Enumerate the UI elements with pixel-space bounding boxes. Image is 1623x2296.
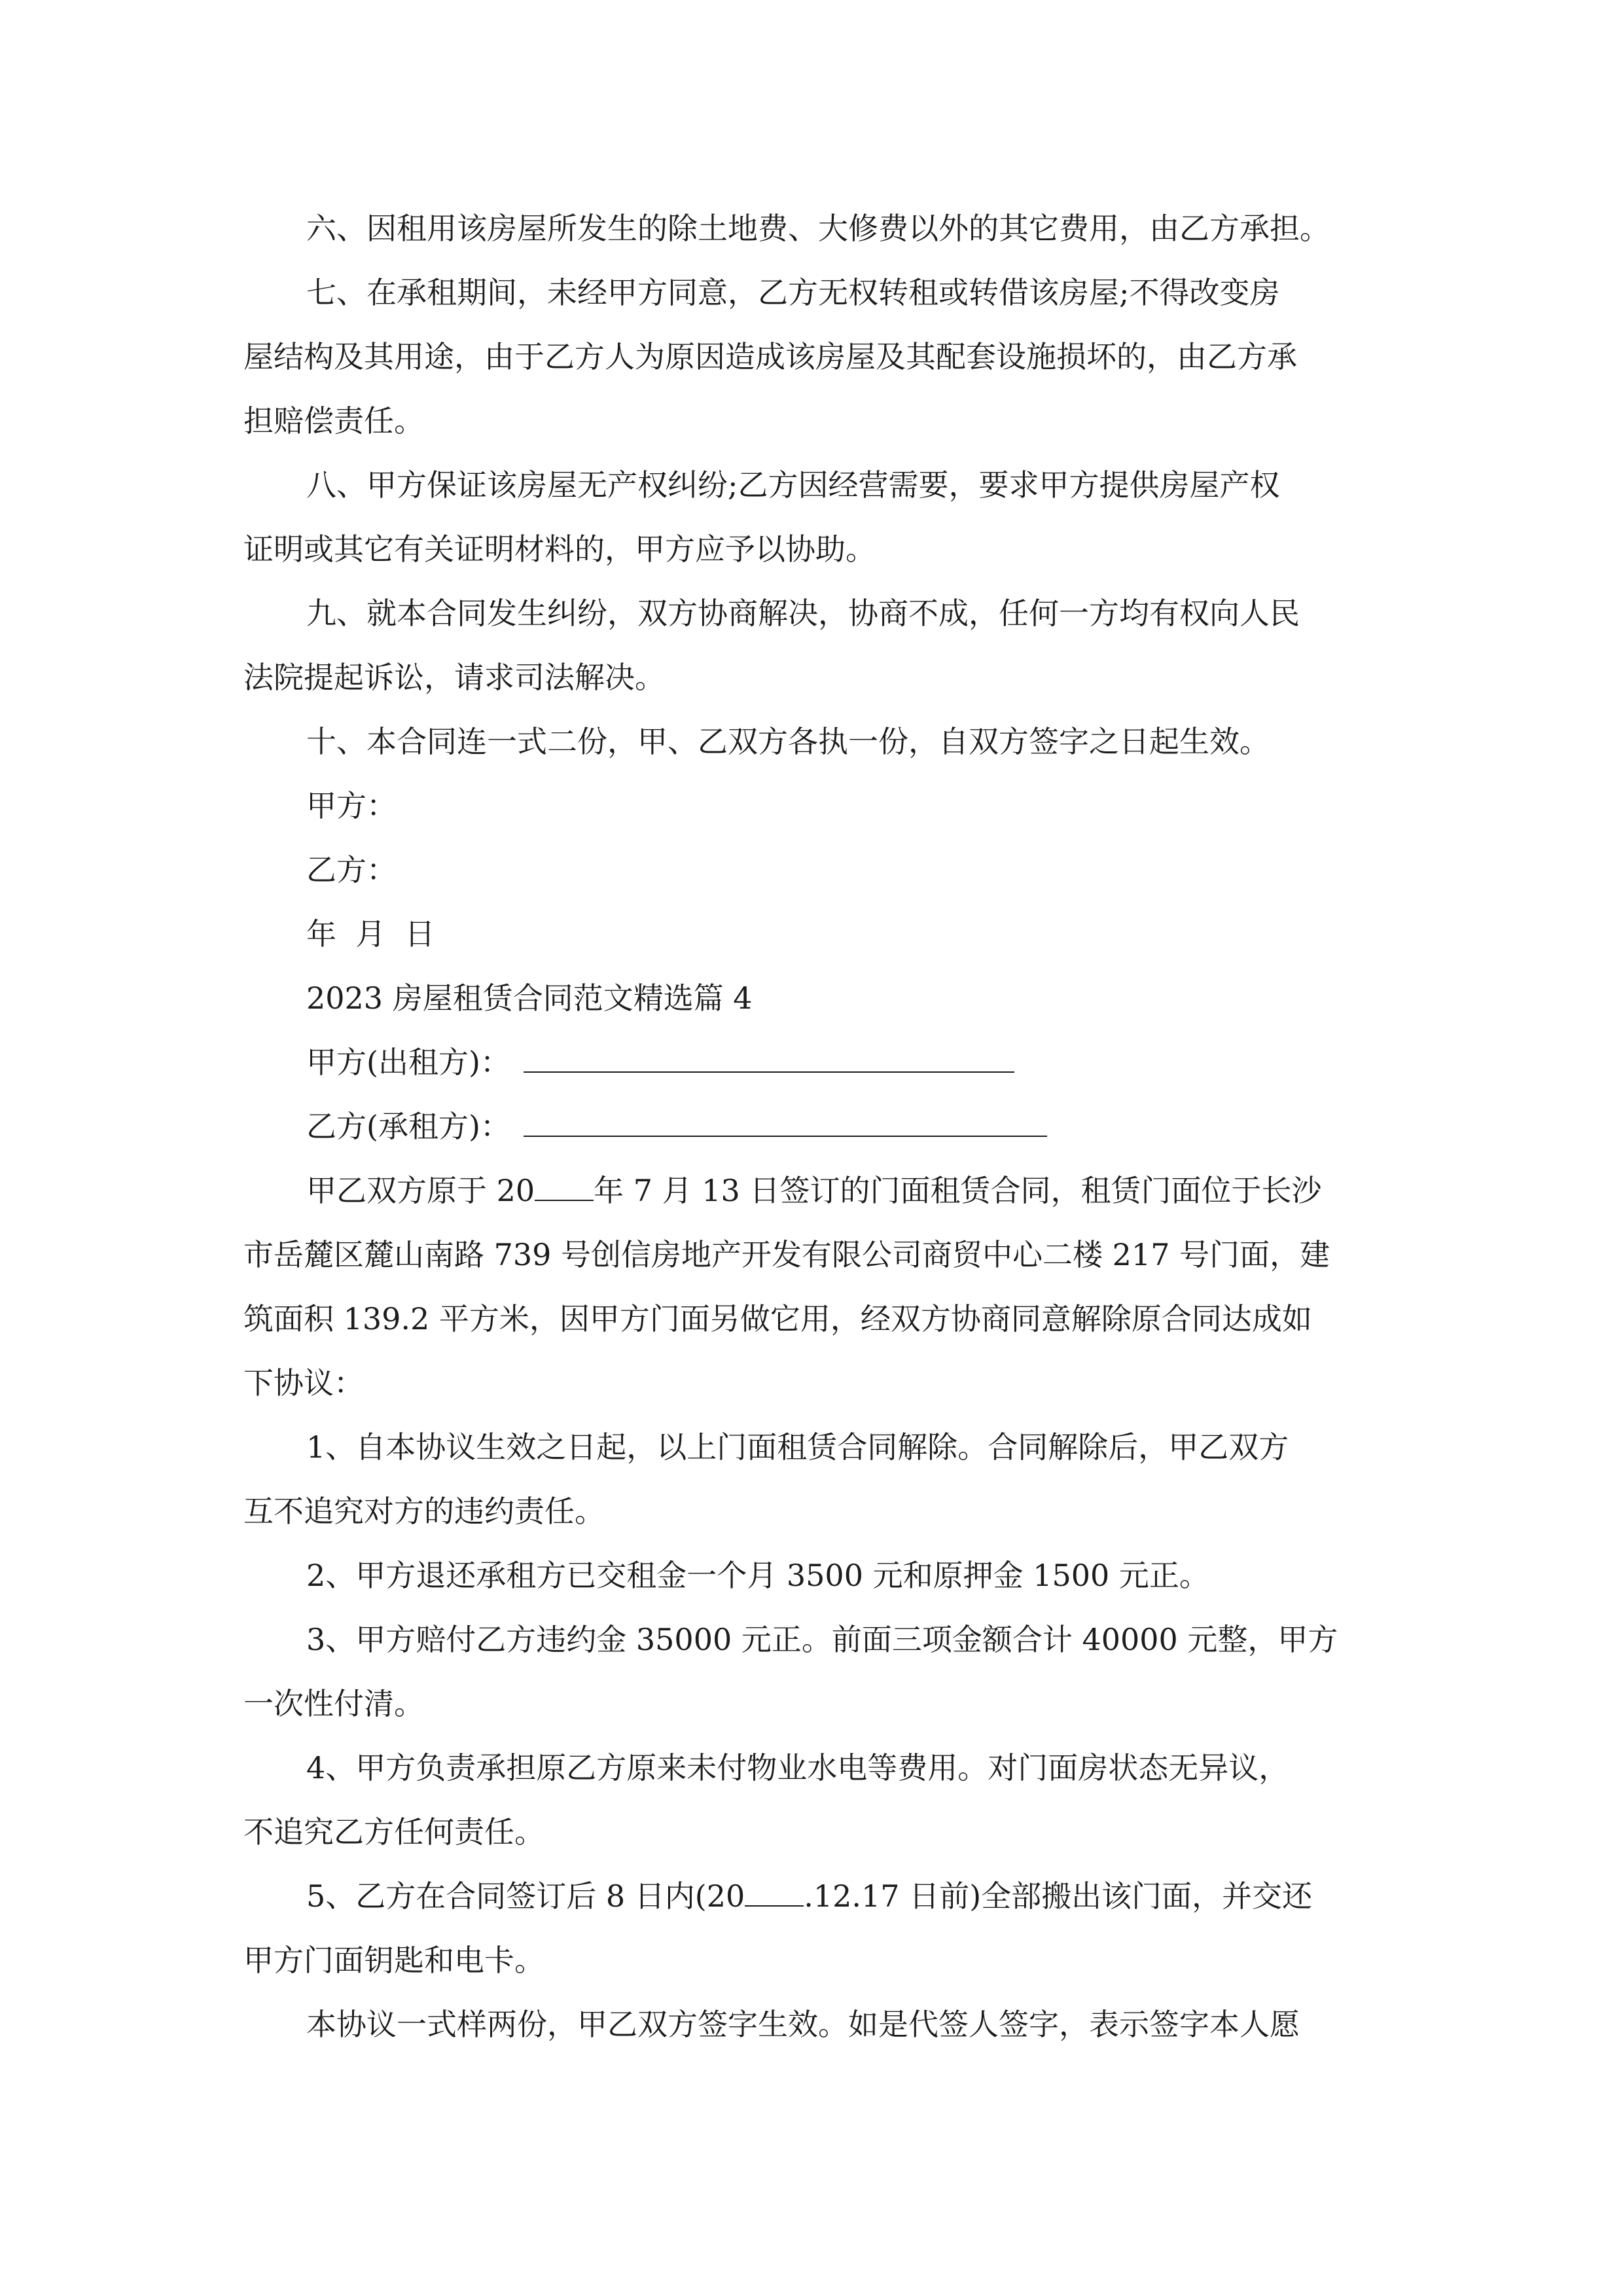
year-blank-2 bbox=[745, 1879, 804, 1907]
signature-party-a: 甲方： bbox=[306, 788, 397, 823]
agreement-intro-line-4: 下协议： bbox=[243, 1365, 364, 1401]
section-title: 2023 房屋租赁合同范文精选篇 4 bbox=[306, 980, 753, 1016]
item-1-line-1: 1、自本协议生效之日起，以上门面租赁合同解除。合同解除后，甲乙双方 bbox=[306, 1429, 1289, 1465]
item-4-line-1: 4、甲方负责承担原乙方原来未付物业水电等费用。对门面房状态无异议， bbox=[306, 1750, 1289, 1785]
clause-7-line-3: 担赔偿责任。 bbox=[243, 403, 424, 439]
party-b-line bbox=[243, 1094, 1395, 1158]
item-5-line-2: 甲方门面钥匙和电卡。 bbox=[243, 1943, 544, 1978]
item-5-text-b: .12.17 日前)全部搬出该门面，并交还 bbox=[804, 1878, 1313, 1914]
clause-9-line-1: 九、就本合同发生纠纷，双方协商解决，协商不成，任何一方均有权向人民 bbox=[306, 596, 1300, 631]
item-5-line-1 bbox=[243, 1864, 1395, 1928]
clause-9-line-2: 法院提起诉讼，请求司法解决。 bbox=[243, 660, 665, 695]
signature-party-b: 乙方： bbox=[306, 852, 397, 888]
party-b-label: 乙方(承租方)： bbox=[306, 1109, 510, 1144]
party-a-blank bbox=[524, 1045, 1014, 1073]
clause-8-line-1: 八、甲方保证该房屋无产权纠纷;乙方因经营需要，要求甲方提供房屋产权 bbox=[306, 467, 1280, 503]
party-b-blank bbox=[524, 1109, 1047, 1137]
closing-line: 本协议一式样两份，甲乙双方签字生效。如是代签人签字，表示签字本人愿 bbox=[306, 2007, 1300, 2042]
item-4-line-2: 不追究乙方任何责任。 bbox=[243, 1814, 544, 1850]
item-3-line-2: 一次性付清。 bbox=[243, 1686, 424, 1721]
item-2: 2、甲方退还承租方已交租金一个月 3500 元和原押金 1500 元正。 bbox=[306, 1558, 1209, 1593]
year-blank-1 bbox=[535, 1174, 594, 1201]
document-body bbox=[243, 196, 1395, 2056]
intro-text-a: 甲乙双方原于 20 bbox=[306, 1173, 535, 1208]
party-a-line bbox=[243, 1030, 1395, 1094]
agreement-intro-line-3: 筑面积 139.2 平方米，因甲方门面另做它用，经双方协商同意解除原合同达成如 bbox=[243, 1301, 1312, 1336]
clause-7-line-1: 七、在承租期间，未经甲方同意，乙方无权转租或转借该房屋;不得改变房 bbox=[306, 275, 1280, 310]
signature-date: 年 月 日 bbox=[306, 916, 435, 952]
clause-8-line-2: 证明或其它有关证明材料的，甲方应予以协助。 bbox=[243, 531, 876, 567]
clause-7-line-2: 屋结构及其用途，由于乙方人为原因造成该房屋及其配套设施损坏的，由乙方承 bbox=[243, 339, 1297, 374]
party-a-label: 甲方(出租方)： bbox=[306, 1045, 510, 1080]
clause-6: 六、因租用该房屋所发生的除土地费、大修费以外的其它费用，由乙方承担。 bbox=[306, 211, 1330, 246]
agreement-intro-line-1 bbox=[243, 1158, 1395, 1223]
item-3-line-1: 3、甲方赔付乙方违约金 35000 元正。前面三项金额合计 40000 元整，甲方 bbox=[306, 1622, 1338, 1657]
agreement-intro-line-2: 市岳麓区麓山南路 739 号创信房地产开发有限公司商贸中心二楼 217 号门面，建 bbox=[243, 1237, 1330, 1272]
item-1-line-2: 互不追究对方的违约责任。 bbox=[243, 1494, 605, 1529]
clause-10: 十、本合同连一式二份，甲、乙双方各执一份，自双方签字之日起生效。 bbox=[306, 724, 1270, 759]
intro-text-b: 年 7 月 13 日签订的门面租赁合同，租赁门面位于长沙 bbox=[594, 1173, 1322, 1208]
item-5-text-a: 5、乙方在合同签订后 8 日内(20 bbox=[306, 1878, 745, 1914]
